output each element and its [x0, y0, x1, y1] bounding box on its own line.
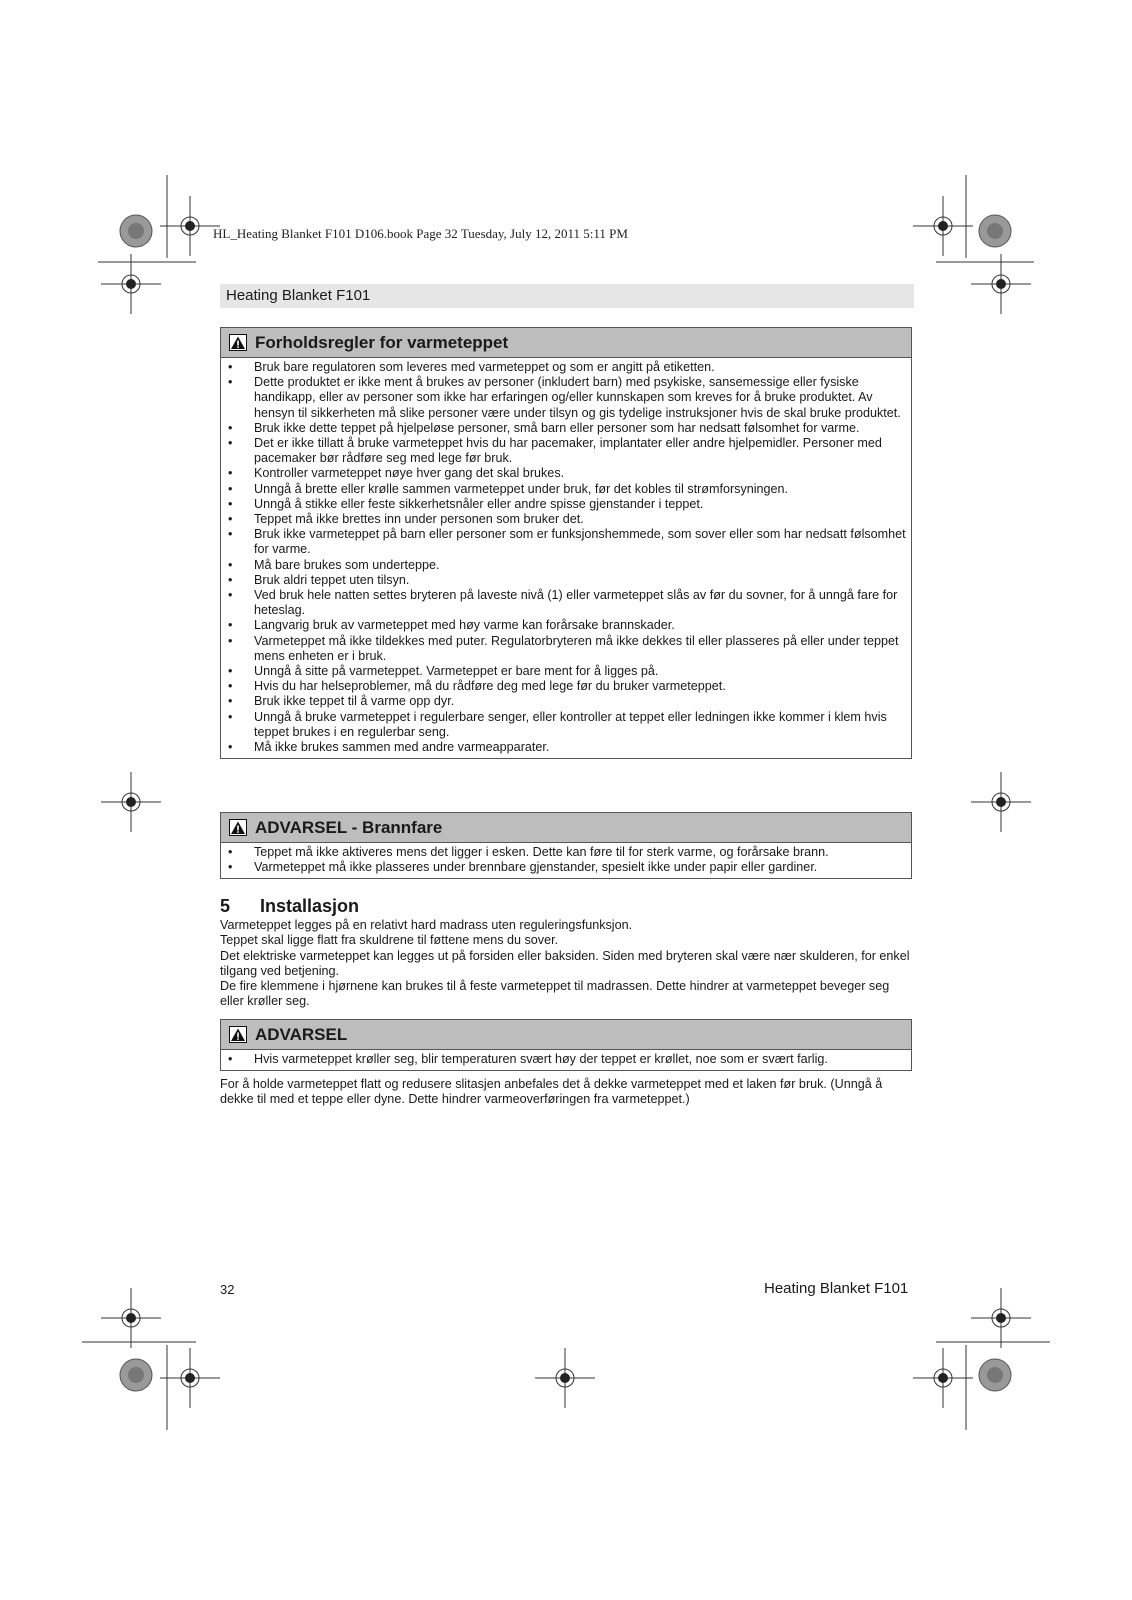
list-item-text: Unngå å stikke eller feste sikkerhetsnåler eller andre spisse gjenstander i teppet.: [254, 496, 704, 511]
bullet: •: [228, 740, 233, 755]
bullet: •: [228, 618, 233, 633]
book-info-line: HL_Heating Blanket F101 D106.book Page 32 Tuesday, July 12, 2011 5:11 PM: [213, 226, 628, 241]
list-item-text: Kontroller varmeteppet nøye hver gang det skal brukes.: [254, 466, 565, 481]
list-item: [225, 360, 907, 375]
list-item: [225, 573, 907, 588]
list-item: [225, 497, 907, 512]
bullet: •: [228, 527, 233, 542]
bullet: •: [228, 679, 233, 694]
installation-text: [220, 918, 912, 1010]
list-item-text: Bruk aldri teppet uten tilsyn.: [254, 572, 410, 587]
list-item-text: Varmeteppet må ikke tildekkes med puter. Regulatorbryteren må ikke dekkes til eller plasseres på eller under teppet mens enheten er i bruk.: [254, 633, 899, 663]
list-item: [225, 466, 907, 481]
fire-warning-box: [220, 812, 912, 879]
bullet: •: [228, 860, 233, 875]
list-item: [225, 421, 907, 436]
page-header: Heating Blanket F101: [220, 284, 914, 308]
list-item: [225, 588, 907, 618]
color-wheel-top-left: [120, 215, 152, 247]
list-item-text: Bruk bare regulatoren som leveres med varmeteppet og som er angitt på etiketten.: [254, 360, 715, 374]
list-item-text: Det er ikke tillatt å bruke varmeteppet hvis du har pacemaker, implantater eller andre hjelpemidler. Personer med pacemaker bør rådføre seg med lege før bruk.: [254, 436, 882, 466]
section-number: 5: [220, 896, 231, 916]
bullet: •: [228, 709, 233, 724]
list-item-text: Hvis varmeteppet krøller seg, blir temperaturen svært høy der teppet er krøllet, noe som er svært farlig.: [254, 1052, 828, 1066]
bullet: •: [228, 420, 233, 435]
bullet: •: [228, 466, 233, 481]
list-item: [225, 740, 907, 755]
closing-paragraph: For å holde varmeteppet flatt og redusere slitasjen anbefales det å dekke varmeteppet med et laken før bruk. (Unngå å dekke til med et teppe eller dyne. Dette hindrer varmeoverføringen fra varmeteppet.): [220, 1077, 883, 1107]
footer-title: Heating Blanket F101: [764, 1280, 909, 1297]
list-item: [225, 860, 907, 875]
list-item: [225, 664, 907, 679]
list-item-text: Teppet må ikke brettes inn under personen som bruker det.: [254, 512, 584, 527]
list-item: [225, 634, 907, 664]
color-wheel-bottom-left: [120, 1359, 152, 1391]
bullet: •: [228, 845, 233, 859]
list-item-text: Unngå å bruke varmeteppet i regulerbare senger, eller kontroller at teppet eller ledningen ikke kommer i klem hvis teppet brukes i en regulerbar seng.: [254, 709, 887, 739]
list-item: [225, 436, 907, 466]
paragraph: De fire klemmene i hjørnene kan brukes til å feste varmeteppet til madrassen. Dette hindrer at varmeteppet beveger seg eller krøller seg.: [220, 979, 890, 1009]
list-item-text: Unngå å sitte på varmeteppet. Varmeteppet er bare ment for å ligges på.: [254, 664, 659, 679]
list-item: [225, 375, 907, 421]
bullet: •: [228, 557, 233, 572]
paragraph: Teppet skal ligge flatt fra skuldrene til føttene mens du sover.: [220, 933, 559, 948]
list-item-text: Dette produktet er ikke ment å brukes av personer (inkludert barn) med psykiske, sansemessige eller fysiske handikapp, eller av personer som ikke har erfaringen og/eller kunnskapen som kreves for å bruke produktet. Av hensyn til sikkerheten må slike personer være under tilsyn og gis tydelige instruksjoner hvis de skal bruke produktet.: [254, 375, 901, 420]
warning-box: [220, 1019, 912, 1071]
bullet: •: [228, 664, 233, 679]
bullet: •: [228, 496, 233, 511]
list-item-text: Langvarig bruk av varmeteppet med høy varme kan forårsake brannskader.: [254, 618, 675, 633]
bullet: •: [228, 360, 233, 374]
warning-list: [221, 1050, 911, 1070]
list-item: [225, 527, 907, 557]
list-item: [225, 1052, 907, 1067]
bullet: •: [228, 588, 233, 603]
list-item-text: Må ikke brukes sammen med andre varmeapparater.: [254, 740, 550, 755]
warning-title: ADVARSEL: [221, 1020, 911, 1050]
page-number: 32: [220, 1282, 235, 1297]
bullet: •: [228, 512, 233, 527]
list-item: [225, 845, 907, 860]
section-heading: [220, 896, 359, 917]
paragraph: Varmeteppet legges på en relativt hard madrass uten reguleringsfunksjon.: [220, 918, 633, 932]
list-item: [225, 512, 907, 527]
bullet: •: [228, 694, 233, 709]
list-item-text: Teppet må ikke aktiveres mens det ligger i esken. Dette kan føre til for sterk varme, og forårsake brann.: [254, 845, 829, 859]
bullet: •: [228, 375, 233, 390]
precautions-title: Forholdsregler for varmeteppet: [221, 328, 911, 358]
list-item: [225, 482, 907, 497]
bullet: •: [228, 572, 233, 587]
list-item-text: Bruk ikke teppet til å varme opp dyr.: [254, 694, 455, 709]
bullet: •: [228, 1052, 233, 1066]
warning-triangle-icon: [229, 819, 247, 836]
list-item: [225, 710, 907, 740]
section-title: Installasjon: [260, 896, 360, 916]
list-item: [225, 558, 907, 573]
list-item-text: Unngå å brette eller krølle sammen varmeteppet under bruk, før det kobles til strømforsyningen.: [254, 481, 789, 496]
list-item: [225, 679, 907, 694]
list-item: [225, 618, 907, 633]
list-item-text: Ved bruk hele natten settes bryteren på laveste nivå (1) eller varmeteppet slås av før du sovner, for å unngå fare for heteslag.: [254, 588, 898, 618]
precautions-list: [221, 358, 911, 758]
precautions-box: [220, 327, 912, 759]
bullet: •: [228, 633, 233, 648]
color-wheel-bottom-right: [979, 1359, 1011, 1391]
color-wheel-top-right: [979, 215, 1011, 247]
warning-triangle-icon: [229, 1026, 247, 1043]
list-item-text: Varmeteppet må ikke plasseres under brennbare gjenstander, spesielt ikke under papir eller gardiner.: [254, 860, 818, 875]
warning-triangle-icon: [229, 334, 247, 351]
fire-warning-list: [221, 843, 911, 878]
list-item-text: Bruk ikke varmeteppet på barn eller personer som er funksjonshemmede, som sover eller som har nedsatt følsomhet for varme.: [254, 527, 906, 557]
bullet: •: [228, 481, 233, 496]
paragraph: Det elektriske varmeteppet kan legges ut på forsiden eller baksiden. Siden med bryteren skal være nær skulderen, for enkel tilgang ved betjening.: [220, 948, 910, 978]
list-item: [225, 694, 907, 709]
fire-warning-title: ADVARSEL - Brannfare: [221, 813, 911, 843]
list-item-text: Bruk ikke dette teppet på hjelpeløse personer, små barn eller personer som har nedsatt følsomhet for varme.: [254, 420, 860, 435]
list-item-text: Hvis du har helseproblemer, må du rådføre deg med lege før du bruker varmeteppet.: [254, 679, 726, 694]
bullet: •: [228, 436, 233, 451]
list-item-text: Må bare brukes som underteppe.: [254, 557, 440, 572]
